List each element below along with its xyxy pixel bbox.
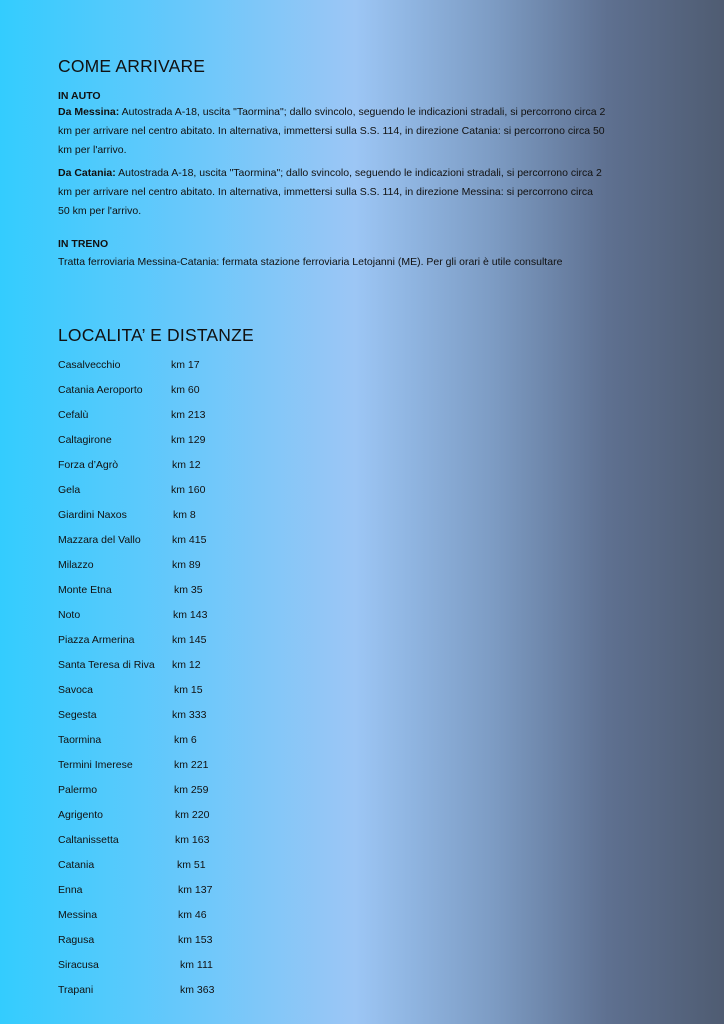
place-name: Caltagirone (58, 434, 112, 446)
distance-row (58, 630, 358, 655)
come-arrivare-title: COME ARRIVARE (58, 56, 206, 76)
place-distance: km 153 (178, 934, 213, 946)
distance-row (58, 780, 358, 805)
place-name: Taormina (58, 734, 102, 746)
place-name: Termini Imerese (58, 759, 133, 771)
distance-row (58, 705, 358, 730)
in-treno-heading: IN TRENO (58, 238, 109, 250)
localita-distanze-title: LOCALITA’ E DISTANZE (58, 325, 254, 345)
distance-row (58, 755, 358, 780)
in-auto-heading: IN AUTO (58, 90, 101, 102)
place-distance: km 51 (177, 859, 206, 871)
place-name: Palermo (58, 784, 98, 796)
distance-row (58, 980, 358, 1005)
place-distance: km 60 (171, 384, 200, 396)
place-name: Mazzara del Vallo (58, 534, 141, 546)
distance-row (58, 580, 358, 605)
distance-row (58, 805, 358, 830)
place-name: Ragusa (58, 934, 95, 946)
distance-row (58, 880, 358, 905)
place-name: Noto (58, 609, 81, 621)
place-distance: km 163 (175, 834, 210, 846)
train-directions: Tratta ferroviaria Messina-Catania: fermata stazione ferroviaria Letojanni (ME). Per gli orari è utile consultare (58, 256, 563, 268)
messina-label: Da Messina: (58, 106, 120, 118)
place-distance: km 8 (173, 509, 196, 521)
distance-row (58, 905, 358, 930)
place-name: Catania (58, 859, 95, 871)
place-distance: km 17 (171, 359, 200, 371)
distance-row (58, 930, 358, 955)
catania-text: Autostrada A-18, uscita "Taormina"; dallo svincolo, seguendo le indicazioni stradali, si percorrono circa 2 km per arrivare nel centro abitato. In alternativa, immettersi sulla S.S. 114, in direzione Messina: si percorrono circa 50 km per l'arrivo. (58, 167, 602, 217)
distance-row (58, 730, 358, 755)
place-distance: km 137 (178, 884, 213, 896)
place-distance: km 143 (173, 609, 208, 621)
place-distance: km 129 (171, 434, 206, 446)
place-name: Segesta (58, 709, 97, 721)
place-distance: km 220 (175, 809, 210, 821)
distance-row (58, 480, 358, 505)
distance-row (58, 530, 358, 555)
messina-text: Autostrada A-18, uscita "Taormina"; dallo svincolo, seguendo le indicazioni stradali, si percorrono circa 2 km per arrivare nel centro abitato. In alternativa, immettersi sulla S.S. 114, in direzione Catania: si percorrono circa 50 km per l'arrivo. (58, 106, 606, 156)
place-distance: km 12 (172, 459, 201, 471)
place-distance: km 221 (174, 759, 209, 771)
place-distance: km 89 (172, 559, 201, 571)
distance-row (58, 555, 358, 580)
distance-row (58, 430, 358, 455)
distance-row (58, 605, 358, 630)
place-name: Agrigento (58, 809, 103, 821)
distance-row (58, 355, 358, 380)
place-distance: km 160 (171, 484, 206, 496)
place-name: Catania Aeroporto (58, 384, 143, 396)
distance-row (58, 380, 358, 405)
distance-row (58, 680, 358, 705)
place-name: Forza d’Agrò (58, 459, 119, 471)
distance-row (58, 505, 358, 530)
place-distance: km 363 (180, 984, 215, 996)
catania-label: Da Catania: (58, 167, 116, 179)
place-distance: km 6 (174, 734, 197, 746)
place-name: Savoca (58, 684, 94, 696)
place-distance: km 15 (174, 684, 203, 696)
distance-row (58, 955, 358, 980)
place-name: Piazza Armerina (58, 634, 135, 646)
place-name: Milazzo (58, 559, 94, 571)
place-name: Siracusa (58, 959, 99, 971)
place-name: Trapani (58, 984, 94, 996)
place-name: Messina (58, 909, 98, 921)
place-name: Monte Etna (58, 584, 112, 596)
distance-row (58, 655, 358, 680)
place-distance: km 35 (174, 584, 203, 596)
place-name: Enna (58, 884, 83, 896)
place-distance: km 12 (172, 659, 201, 671)
place-distance: km 111 (180, 959, 213, 971)
distance-row (58, 405, 358, 430)
place-name: Giardini Naxos (58, 509, 127, 521)
place-distance: km 145 (172, 634, 207, 646)
messina-directions (58, 103, 610, 160)
place-distance: km 415 (172, 534, 207, 546)
place-name: Cefalù (58, 409, 89, 421)
distance-row (58, 855, 358, 880)
distance-row (58, 455, 358, 480)
place-name: Casalvecchio (58, 359, 121, 371)
catania-directions (58, 164, 606, 221)
place-distance: km 46 (178, 909, 207, 921)
distance-row (58, 830, 358, 855)
place-distance: km 213 (171, 409, 206, 421)
place-distance: km 259 (174, 784, 209, 796)
place-name: Santa Teresa di Riva (58, 659, 155, 671)
place-distance: km 333 (172, 709, 207, 721)
place-name: Caltanissetta (58, 834, 119, 846)
distance-list (58, 355, 358, 1005)
place-name: Gela (58, 484, 81, 496)
